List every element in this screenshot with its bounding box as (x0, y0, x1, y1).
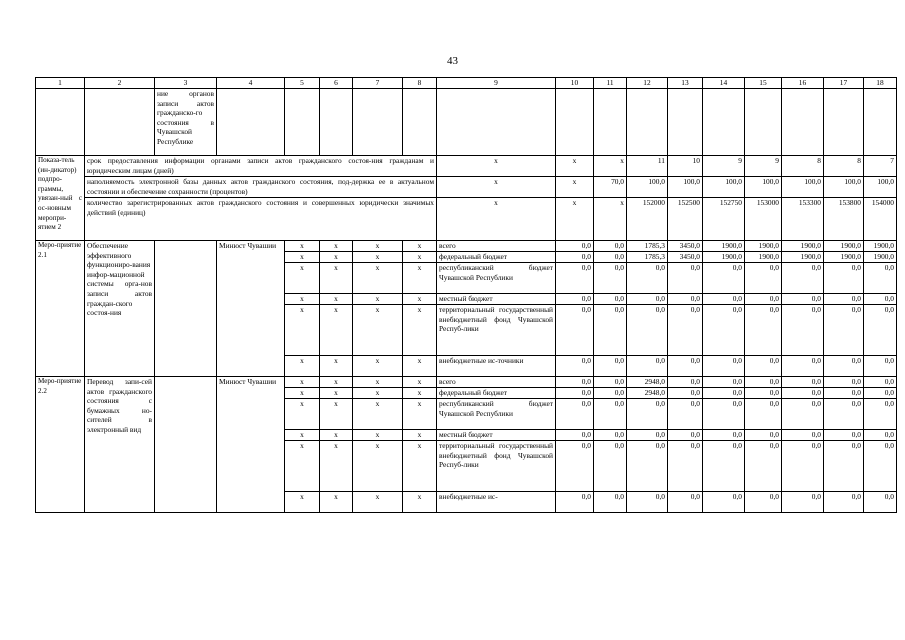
funding-value: 2948,0 (627, 377, 668, 388)
funding-value: 0,0 (745, 441, 782, 492)
funding-value: 0,0 (556, 441, 594, 492)
funding-value: 0,0 (864, 388, 897, 399)
funding-value: 0,0 (824, 430, 864, 441)
funding-value: 0,0 (556, 294, 594, 305)
funding-value: 0,0 (824, 356, 864, 377)
funding-value: 0,0 (824, 492, 864, 513)
funding-value: 0,0 (864, 305, 897, 356)
header-col-number: 1 (36, 78, 85, 89)
indicator-row (36, 198, 897, 241)
table-cell (85, 89, 155, 156)
funding-value: 0,0 (824, 294, 864, 305)
funding-value: 0,0 (668, 305, 703, 356)
header-col-number: 13 (668, 78, 703, 89)
table-cell (285, 89, 320, 156)
funding-value: 0,0 (627, 399, 668, 430)
indicator-value: x (594, 156, 627, 177)
funding-value: 0,0 (556, 241, 594, 252)
code-mark: x (285, 377, 320, 388)
funding-value: 0,0 (556, 263, 594, 294)
funding-value: 0,0 (824, 305, 864, 356)
continuation-text: ние органов записи актов гражданско-го состояния в Чувашской Республике (155, 89, 217, 156)
indicator-row (36, 177, 897, 198)
indicator-value: 100,0 (627, 177, 668, 198)
funding-value: 1900,0 (824, 241, 864, 252)
table-cell (155, 241, 217, 377)
funding-value: 1900,0 (824, 252, 864, 263)
code-mark: x (320, 441, 353, 492)
indicator-row (36, 156, 897, 177)
funding-value: 1900,0 (703, 241, 745, 252)
funding-value: 0,0 (782, 263, 824, 294)
funding-value: 0,0 (782, 356, 824, 377)
funding-value: 0,0 (627, 263, 668, 294)
header-col-number: 8 (403, 78, 437, 89)
funding-value: 1785,3 (627, 252, 668, 263)
funding-value: 0,0 (782, 377, 824, 388)
funding-source: внебюджетные ис- (437, 492, 556, 513)
funding-value: 0,0 (745, 263, 782, 294)
funding-value: 1900,0 (782, 252, 824, 263)
indicator-value: 9 (703, 156, 745, 177)
code-mark: x (403, 241, 437, 252)
funding-value: 0,0 (627, 294, 668, 305)
funding-value: 0,0 (782, 492, 824, 513)
funding-value: 0,0 (627, 441, 668, 492)
table-cell (437, 89, 556, 156)
table-cell (627, 89, 668, 156)
funding-value: 0,0 (594, 294, 627, 305)
code-mark: x (353, 441, 403, 492)
code-mark: x (353, 399, 403, 430)
header-col-number: 6 (320, 78, 353, 89)
funding-value: 0,0 (864, 263, 897, 294)
code-mark: x (285, 294, 320, 305)
table-cell (745, 89, 782, 156)
header-col-number: 11 (594, 78, 627, 89)
funding-value: 0,0 (556, 388, 594, 399)
measure-name: Перевод запи-сей актов гражданского состояния с бумажных но-сителей в электронный вид (85, 377, 155, 513)
funding-value: 0,0 (594, 263, 627, 294)
measure-executor: Минюст Чувашии (217, 241, 285, 377)
code-mark: x (353, 263, 403, 294)
header-col-number: 15 (745, 78, 782, 89)
funding-value: 0,0 (627, 305, 668, 356)
code-mark: x (403, 492, 437, 513)
indicator-value: 100,0 (824, 177, 864, 198)
indicator-value: 153300 (782, 198, 824, 241)
funding-source: местный бюджет (437, 430, 556, 441)
code-mark: x (353, 305, 403, 356)
funding-value: 0,0 (864, 492, 897, 513)
funding-value: 0,0 (556, 356, 594, 377)
indicator-mark: x (437, 198, 556, 241)
header-col-number: 16 (782, 78, 824, 89)
indicator-value: 9 (745, 156, 782, 177)
code-mark: x (285, 441, 320, 492)
funding-source: федеральный бюджет (437, 252, 556, 263)
funding-value: 0,0 (556, 399, 594, 430)
code-mark: x (285, 399, 320, 430)
code-mark: x (285, 263, 320, 294)
header-col-number: 7 (353, 78, 403, 89)
funding-value: 0,0 (703, 294, 745, 305)
funding-value: 1900,0 (745, 241, 782, 252)
indicator-value: 100,0 (864, 177, 897, 198)
indicator-mark: x (437, 177, 556, 198)
continuation-row (36, 89, 897, 156)
header-col-number: 12 (627, 78, 668, 89)
funding-value: 0,0 (556, 252, 594, 263)
measure-label: Меро-приятие 2.1 (36, 241, 85, 377)
funding-source: всего (437, 377, 556, 388)
indicator-value: 70,0 (594, 177, 627, 198)
code-mark: x (353, 252, 403, 263)
funding-value: 1900,0 (864, 252, 897, 263)
table-cell (320, 89, 353, 156)
funding-value: 0,0 (864, 399, 897, 430)
funding-value: 0,0 (782, 294, 824, 305)
funding-value: 0,0 (627, 492, 668, 513)
code-mark: x (403, 430, 437, 441)
indicator-value: 100,0 (668, 177, 703, 198)
code-mark: x (353, 377, 403, 388)
funding-value: 0,0 (864, 294, 897, 305)
code-mark: x (403, 356, 437, 377)
funding-source: республиканский бюджет Чувашской Республики (437, 263, 556, 294)
indicator-mark: x (556, 156, 594, 177)
indicator-value: 153000 (745, 198, 782, 241)
program-table (35, 77, 897, 513)
funding-source: территориальный государственный внебюджетный фонд Чувашской Респуб-лики (437, 441, 556, 492)
measure-label: Меро-приятие 2.2 (36, 377, 85, 513)
indicator-value: 8 (782, 156, 824, 177)
table-cell (353, 89, 403, 156)
funding-value: 0,0 (824, 399, 864, 430)
code-mark: x (403, 263, 437, 294)
code-mark: x (320, 399, 353, 430)
funding-value: 0,0 (594, 492, 627, 513)
header-col-number: 10 (556, 78, 594, 89)
funding-value: 0,0 (703, 430, 745, 441)
header-col-number: 5 (285, 78, 320, 89)
funding-value: 0,0 (745, 305, 782, 356)
code-mark: x (403, 252, 437, 263)
indicator-value: 152500 (668, 198, 703, 241)
code-mark: x (320, 388, 353, 399)
funding-value: 0,0 (864, 430, 897, 441)
funding-value: 0,0 (745, 356, 782, 377)
code-mark: x (353, 430, 403, 441)
funding-value: 1900,0 (703, 252, 745, 263)
header-row (36, 78, 897, 89)
table-cell (824, 89, 864, 156)
funding-value: 0,0 (782, 399, 824, 430)
table-cell (594, 89, 627, 156)
funding-value: 0,0 (824, 388, 864, 399)
funding-value: 0,0 (668, 294, 703, 305)
funding-value: 1785,3 (627, 241, 668, 252)
indicator-label: Показа-тель (ин-дикатор) подпро-граммы, увязан-ный с ос-новным меропри-ятием 2 (36, 156, 85, 241)
funding-value: 0,0 (594, 399, 627, 430)
code-mark: x (285, 241, 320, 252)
funding-value: 3450,0 (668, 241, 703, 252)
funding-value: 0,0 (745, 294, 782, 305)
indicator-text: количество зарегистрированных актов гражданского состояния и совершенных юридически значимых действий (единиц) (85, 198, 437, 241)
code-mark: x (285, 252, 320, 263)
funding-value: 0,0 (556, 377, 594, 388)
funding-value: 0,0 (668, 441, 703, 492)
code-mark: x (403, 388, 437, 399)
funding-value: 0,0 (703, 356, 745, 377)
funding-value: 0,0 (782, 441, 824, 492)
indicator-value: 8 (824, 156, 864, 177)
funding-value: 0,0 (594, 377, 627, 388)
funding-value: 0,0 (864, 356, 897, 377)
table-cell (864, 89, 897, 156)
funding-value: 0,0 (703, 263, 745, 294)
funding-value: 0,0 (745, 399, 782, 430)
funding-value: 0,0 (824, 263, 864, 294)
funding-source: местный бюджет (437, 294, 556, 305)
measure-name: Обеспечение эффективного функциониро-вания инфор-мационной системы орга-нов записи актов граждан-ского состоя-ния (85, 241, 155, 377)
funding-value: 0,0 (745, 388, 782, 399)
funding-value: 0,0 (745, 430, 782, 441)
funding-value: 0,0 (703, 388, 745, 399)
indicator-value: 10 (668, 156, 703, 177)
funding-value: 0,0 (782, 388, 824, 399)
code-mark: x (353, 356, 403, 377)
code-mark: x (320, 263, 353, 294)
funding-value: 1900,0 (745, 252, 782, 263)
funding-value: 0,0 (703, 441, 745, 492)
code-mark: x (285, 388, 320, 399)
funding-value: 0,0 (864, 377, 897, 388)
indicator-value: 100,0 (703, 177, 745, 198)
code-mark: x (403, 294, 437, 305)
funding-value: 0,0 (668, 399, 703, 430)
code-mark: x (285, 492, 320, 513)
funding-value: 0,0 (668, 377, 703, 388)
funding-row (36, 241, 897, 252)
funding-value: 1900,0 (864, 241, 897, 252)
funding-source: территориальный государственный внебюджетный фонд Чувашской Респуб-лики (437, 305, 556, 356)
header-col-number: 2 (85, 78, 155, 89)
indicator-value: 11 (627, 156, 668, 177)
table-cell (556, 89, 594, 156)
indicator-mark: x (556, 198, 594, 241)
code-mark: x (320, 430, 353, 441)
indicator-value: 153800 (824, 198, 864, 241)
funding-value: 0,0 (594, 252, 627, 263)
funding-value: 2948,0 (627, 388, 668, 399)
code-mark: x (320, 294, 353, 305)
table-cell (668, 89, 703, 156)
funding-value: 0,0 (668, 430, 703, 441)
code-mark: x (320, 305, 353, 356)
code-mark: x (320, 492, 353, 513)
funding-value: 0,0 (703, 305, 745, 356)
funding-value: 3450,0 (668, 252, 703, 263)
page-number: 43 (447, 55, 458, 67)
funding-source: всего (437, 241, 556, 252)
funding-value: 0,0 (594, 305, 627, 356)
indicator-mark: x (556, 177, 594, 198)
funding-value: 0,0 (594, 430, 627, 441)
table-cell (403, 89, 437, 156)
code-mark: x (320, 241, 353, 252)
funding-value: 0,0 (782, 430, 824, 441)
indicator-value: x (594, 198, 627, 241)
header-col-number: 17 (824, 78, 864, 89)
funding-value: 0,0 (556, 430, 594, 441)
funding-value: 0,0 (824, 377, 864, 388)
indicator-value: 152750 (703, 198, 745, 241)
funding-value: 0,0 (556, 492, 594, 513)
indicator-value: 152000 (627, 198, 668, 241)
funding-value: 0,0 (594, 388, 627, 399)
funding-value: 0,0 (594, 441, 627, 492)
funding-value: 0,0 (556, 305, 594, 356)
header-col-number: 14 (703, 78, 745, 89)
indicator-text: срок предоставления информации органами записи актов гражданского состоя-ния гражданам и юридическим лицам (дней) (85, 156, 437, 177)
header-col-number: 9 (437, 78, 556, 89)
table-cell (703, 89, 745, 156)
indicator-value: 100,0 (745, 177, 782, 198)
table-cell (155, 377, 217, 513)
funding-value: 0,0 (594, 241, 627, 252)
funding-value: 0,0 (627, 356, 668, 377)
funding-value: 0,0 (668, 492, 703, 513)
header-col-number: 18 (864, 78, 897, 89)
funding-value: 0,0 (864, 441, 897, 492)
funding-value: 0,0 (627, 430, 668, 441)
code-mark: x (353, 241, 403, 252)
funding-value: 0,0 (668, 388, 703, 399)
funding-source: республиканский бюджет Чувашской Республики (437, 399, 556, 430)
funding-source: внебюджетные ис-точники (437, 356, 556, 377)
code-mark: x (285, 356, 320, 377)
code-mark: x (285, 430, 320, 441)
table-cell (36, 89, 85, 156)
table-cell (782, 89, 824, 156)
code-mark: x (285, 305, 320, 356)
table-cell (217, 89, 285, 156)
funding-value: 0,0 (703, 377, 745, 388)
indicator-text: наполняемость электронной базы данных актов гражданского состояния, под-держка ее в актуальном состоянии и обеспечение сохранности (процентов) (85, 177, 437, 198)
code-mark: x (353, 388, 403, 399)
indicator-value: 100,0 (782, 177, 824, 198)
funding-value: 0,0 (745, 377, 782, 388)
indicator-mark: x (437, 156, 556, 177)
funding-value: 0,0 (594, 356, 627, 377)
code-mark: x (320, 377, 353, 388)
funding-value: 0,0 (824, 441, 864, 492)
code-mark: x (403, 399, 437, 430)
measure-executor: Минюст Чувашии (217, 377, 285, 513)
indicator-value: 154000 (864, 198, 897, 241)
code-mark: x (403, 305, 437, 356)
code-mark: x (403, 441, 437, 492)
funding-value: 1900,0 (782, 241, 824, 252)
funding-value: 0,0 (703, 399, 745, 430)
funding-value: 0,0 (782, 305, 824, 356)
funding-value: 0,0 (745, 492, 782, 513)
funding-value: 0,0 (703, 492, 745, 513)
header-col-number: 3 (155, 78, 217, 89)
funding-value: 0,0 (668, 356, 703, 377)
code-mark: x (320, 252, 353, 263)
funding-source: федеральный бюджет (437, 388, 556, 399)
header-col-number: 4 (217, 78, 285, 89)
code-mark: x (403, 377, 437, 388)
code-mark: x (320, 356, 353, 377)
indicator-value: 7 (864, 156, 897, 177)
funding-row (36, 377, 897, 388)
code-mark: x (353, 492, 403, 513)
funding-value: 0,0 (668, 263, 703, 294)
code-mark: x (353, 294, 403, 305)
